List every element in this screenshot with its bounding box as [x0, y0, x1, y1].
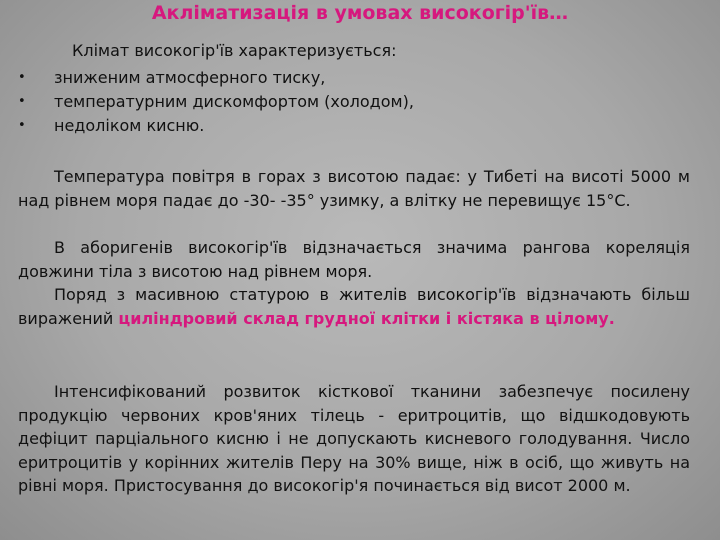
erythrocyte-text: Інтенсифікований розвиток кісткової тканини забезпечує посилену продукцію червоних кров'яних тілець - еритроцитів, що відшкодовують дефіцит парціального кисню і не допускають кисневого голодування. Число еритроцитів у корінних жителів Перу на 30% вище, ніж в осіб, що живуть на рівні моря. Пристосування до високогір'я починається від висот 2000 м.	[18, 382, 690, 495]
bullet-dot-icon: •	[18, 94, 26, 109]
bullet-text: зниженим атмосферного тиску,	[54, 68, 326, 87]
physique-text: Поряд з масивною статурою в жителів високогір'їв відзначають більш виражений	[18, 285, 690, 328]
bullet-text: недоліком кисню.	[54, 116, 205, 135]
erythrocyte-paragraph	[18, 380, 690, 498]
highlighted-phrase: циліндровий склад грудної клітки і кістяка в цілому.	[118, 308, 615, 328]
correlation-text: В аборигенів високогір'їв відзначається значима рангова кореляція довжини тіла з висотою над рівнем моря.	[18, 238, 690, 281]
correlation-paragraph	[18, 236, 690, 283]
temperature-paragraph	[18, 165, 690, 212]
slide-title: Акліматизація в умовах високогір'їв…	[151, 2, 569, 24]
physique-paragraph	[18, 283, 690, 330]
bullet-dot-icon: •	[18, 118, 26, 133]
bullet-dot-icon: •	[18, 70, 26, 85]
intro-text: Клімат високогір'їв характеризується:	[72, 41, 397, 60]
temperature-text: Температура повітря в горах з висотою падає: у Тибеті на висоті 5000 м над рівнем моря падає до -30- -35° узимку, а влітку не перевищує 15°С.	[18, 167, 690, 210]
bullet-text: температурним дискомфортом (холодом),	[54, 92, 414, 111]
